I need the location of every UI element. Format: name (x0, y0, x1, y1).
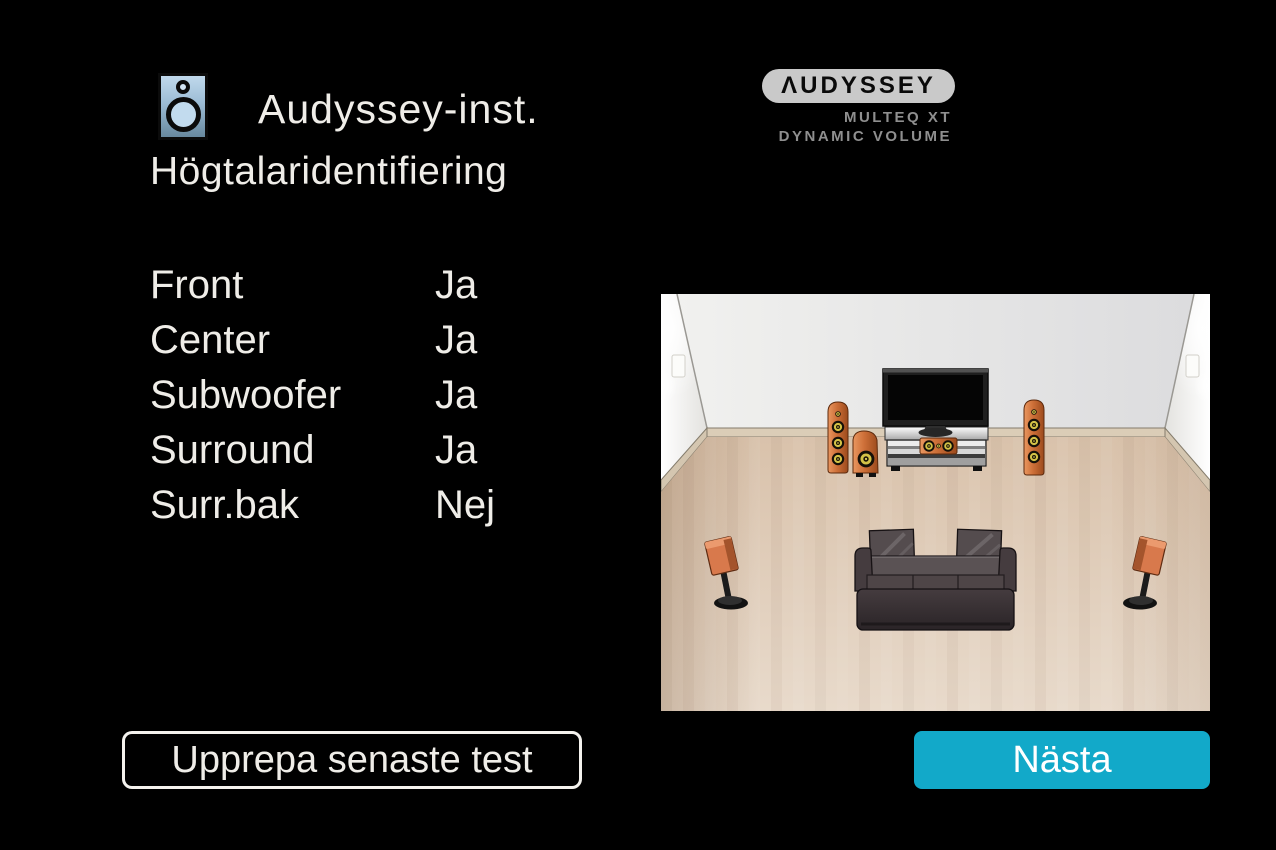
speaker-value: Nej (435, 483, 496, 527)
speaker-icon (158, 73, 208, 140)
speaker-label: Front (150, 263, 244, 307)
page-subtitle: Högtalaridentifiering (150, 150, 508, 193)
speaker-label: Center (150, 318, 271, 362)
speaker-row-front (150, 258, 495, 313)
subwoofer (853, 431, 878, 477)
speaker-label: Surround (150, 428, 315, 472)
repeat-last-test-button[interactable]: Upprepa senaste test (122, 731, 582, 789)
page-title: Audyssey-inst. (258, 86, 539, 132)
speaker-label: Subwoofer (150, 373, 342, 417)
speaker-row-surround-back (150, 478, 495, 533)
speaker-value: Ja (435, 373, 478, 417)
speaker-icon-woofer (166, 97, 201, 132)
speaker-icon-tweeter (176, 80, 190, 94)
speaker-detection-list (150, 258, 495, 533)
center-speaker (920, 438, 957, 454)
front-left-speaker (828, 402, 848, 473)
room-illustration (661, 294, 1210, 711)
wall-sconce-left (672, 355, 685, 377)
wall-sconce-right (1186, 355, 1199, 377)
audyssey-brand-badge: ΛUDYSSEY (762, 69, 955, 103)
audyssey-logo (762, 69, 955, 146)
front-right-speaker (1024, 400, 1044, 475)
speaker-value: Ja (435, 428, 478, 472)
speaker-value: Ja (435, 263, 478, 307)
speaker-value: Ja (435, 318, 478, 362)
speaker-label: Surr.bak (150, 483, 299, 527)
next-button[interactable]: Nästa (914, 731, 1210, 789)
speaker-row-surround (150, 423, 495, 478)
audyssey-dynamic-volume-label: DYNAMIC VOLUME (778, 128, 952, 145)
speaker-row-center (150, 313, 495, 368)
speaker-row-subwoofer (150, 368, 495, 423)
audyssey-multeq-label: MULTEQ XT (843, 109, 952, 126)
